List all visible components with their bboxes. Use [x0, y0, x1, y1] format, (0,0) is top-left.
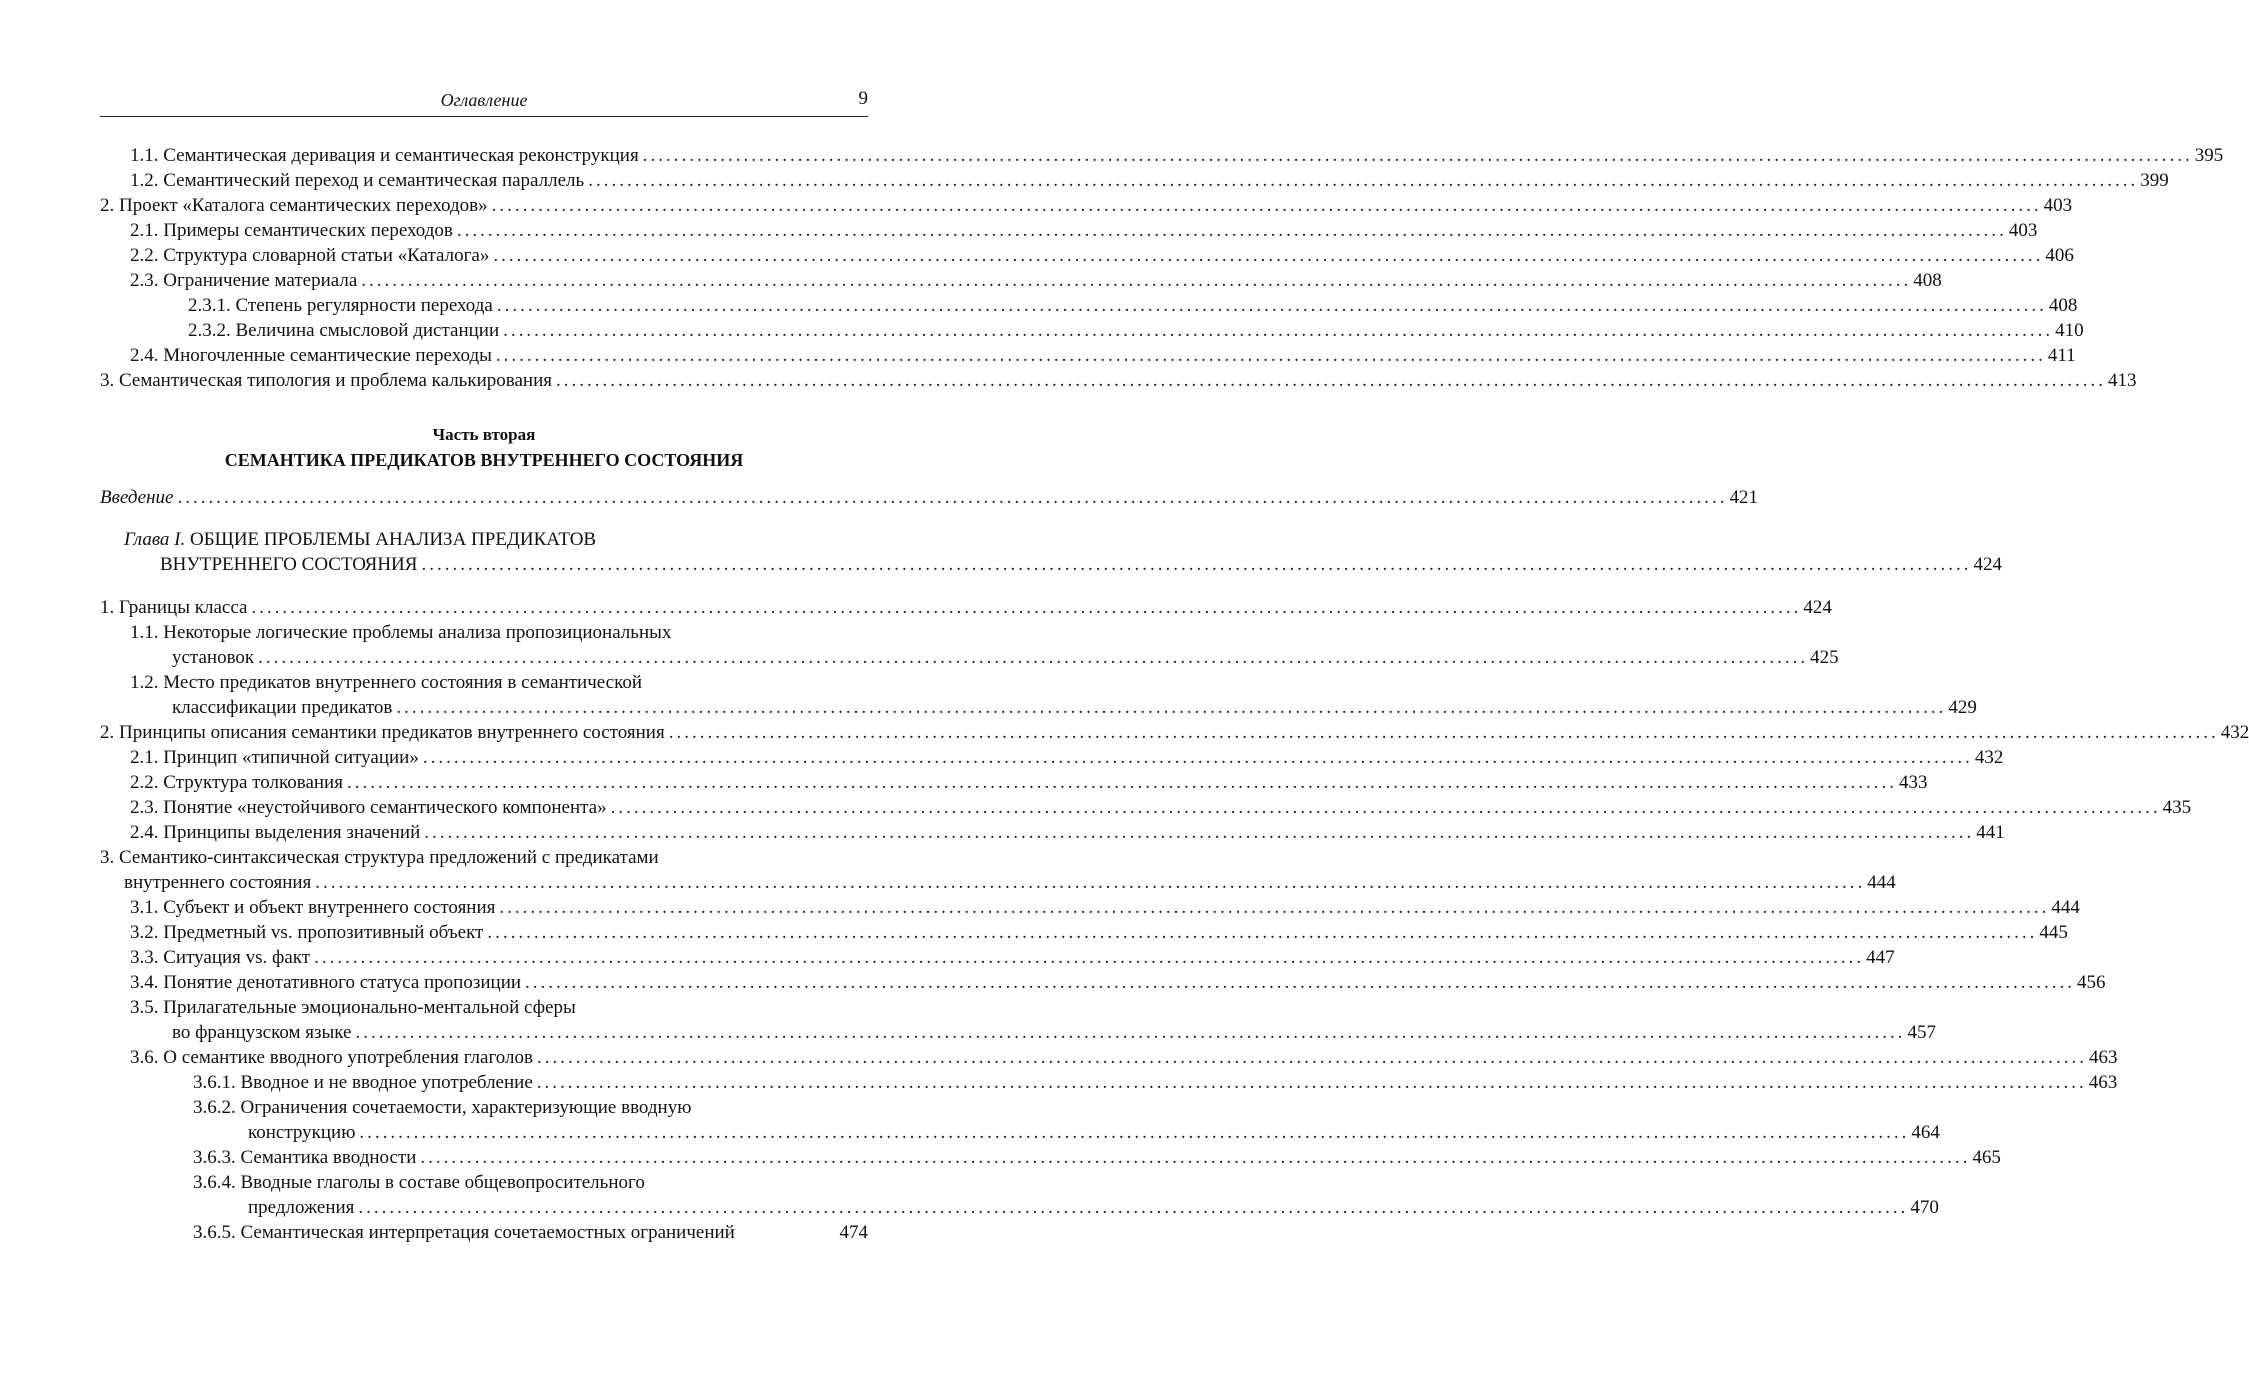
toc-entry[interactable] [100, 1220, 868, 1245]
toc-entry-text: 3.6.5. Семантическая интерпретация сочетаемостных ограничений [193, 1222, 735, 1243]
toc-entry-line1[interactable]: 3. Семантико-синтаксическая структура предложений с предикатами [100, 847, 659, 868]
toc-entry[interactable] [100, 720, 2249, 745]
dot-leader: ........................................................................................................................................................................................................ [251, 597, 1802, 618]
toc-entry[interactable] [100, 318, 2084, 343]
toc-entry-line1[interactable]: 3.6.2. Ограничения сочетаемости, характеризующие вводную [193, 1097, 692, 1118]
dot-leader: ........................................................................................................................................................................................................ [496, 295, 2047, 316]
dot-leader: ........................................................................................................................................................................................................ [642, 145, 2193, 166]
running-title: Оглавление [440, 90, 528, 110]
dot-leader: ........................................................................................................................................................................................................ [668, 722, 2219, 743]
toc-entry-text: 3.2. Предметный vs. пропозитивный объект [130, 922, 484, 943]
toc-page-number: 444 [2051, 897, 2080, 918]
toc-entry[interactable] [100, 143, 2224, 168]
toc-entry-text: 3.4. Понятие денотативного статуса пропозиции [130, 972, 522, 993]
dot-leader: ........................................................................................................................................................................................................ [177, 487, 1728, 508]
toc-entry[interactable] [100, 870, 1896, 895]
toc-entry-text: 1.1. Семантическая деривация и семантическая реконструкция [130, 145, 639, 166]
part-title: СЕМАНТИКА ПРЕДИКАТОВ ВНУТРЕННЕГО СОСТОЯНИЯ [224, 450, 744, 470]
dot-leader: ........................................................................................................................................................................................................ [491, 195, 2042, 216]
dot-leader: ........................................................................................................................................................................................................ [421, 554, 1972, 575]
toc-entry-text: 2.1. Примеры семантических переходов [130, 220, 453, 241]
toc-entry[interactable] [100, 970, 2106, 995]
toc-intro [100, 485, 1758, 510]
dot-leader: ........................................................................................................................................................................................................ [610, 797, 2161, 818]
dot-leader: ........................................................................................................................................................................................................ [487, 922, 2038, 943]
toc-entry[interactable] [100, 168, 2169, 193]
dot-leader: ........................................................................................................................................................................................................ [420, 1147, 1971, 1168]
toc-page-number: 435 [2162, 797, 2192, 818]
dot-leader: ........................................................................................................................................................................................................ [499, 897, 2050, 918]
toc-entry-text: 2.4. Принципы выделения значений [130, 822, 421, 843]
toc-entry[interactable] [100, 343, 2076, 368]
dot-leader: ........................................................................................................................................................................................................ [503, 320, 2054, 341]
toc-entry-text: предложения [248, 1197, 355, 1218]
toc-page-number: 465 [1972, 1147, 2001, 1168]
toc-entry[interactable] [100, 1195, 1939, 1220]
toc-page-number: 399 [2140, 170, 2169, 191]
toc-entry-text: 3. Семантическая типология и проблема калькирования [100, 370, 552, 391]
toc-page-number: 411 [2047, 345, 2076, 366]
dot-leader: ........................................................................................................................................................................................................ [588, 170, 2139, 191]
toc-entry[interactable] [100, 218, 2038, 243]
page-number: 9 [858, 88, 868, 109]
toc-page-number: 463 [2088, 1072, 2118, 1093]
dot-leader: ........................................................................................................................................................................................................ [536, 1047, 2087, 1068]
dot-leader: ........................................................................................................................................................................................................ [361, 270, 1912, 291]
toc-entry[interactable] [100, 1145, 2001, 1170]
toc-entry[interactable] [100, 945, 1895, 970]
toc-entry-line1[interactable]: 3.6.4. Вводные глаголы в составе общевопросительного [193, 1172, 645, 1193]
toc-entry-text: 2.2. Структура словарной статьи «Каталога» [130, 245, 490, 266]
toc-entry[interactable] [100, 1120, 1940, 1145]
toc-page-number: 413 [2107, 370, 2137, 391]
toc-entry-line1[interactable]: 1.1. Некоторые логические проблемы анализа пропозициональных [130, 622, 672, 643]
toc-entry-text: 1.2. Семантический переход и семантическая параллель [130, 170, 585, 191]
toc-page-number: 433 [1898, 772, 1928, 793]
toc-entry[interactable] [100, 1020, 1936, 1045]
toc-entry[interactable] [100, 293, 2078, 318]
toc-page-number: 457 [1907, 1022, 1936, 1043]
toc-entry[interactable] [100, 595, 1832, 620]
toc-entry-text: установок [172, 647, 255, 668]
toc-page-number: 424 [1973, 554, 2002, 575]
dot-leader: ........................................................................................................................................................................................................ [493, 245, 2044, 266]
dot-leader: ........................................................................................................................................................................................................ [355, 1022, 1906, 1043]
toc-entry-text: 2.3. Понятие «неустойчивого семантического компонента» [130, 797, 607, 818]
chapter-title-line[interactable] [100, 552, 2002, 577]
toc-page-number: 425 [1810, 647, 1839, 668]
toc-top-block [100, 143, 2224, 393]
toc-page-number: 429 [1948, 697, 1977, 718]
dot-leader: ........................................................................................................................................................................................................ [314, 947, 1865, 968]
toc-entry-text: 3.6. О семантике вводного употребления глаголов [130, 1047, 533, 1068]
toc-entry-intro[interactable] [100, 485, 1758, 510]
toc-entry[interactable] [100, 745, 2004, 770]
toc-page-number: 464 [1911, 1122, 1940, 1143]
toc-page-number: 474 [839, 1222, 868, 1243]
dot-leader: ........................................................................................................................................................................................................ [346, 772, 1897, 793]
toc-entry-text: 3.6.3. Семантика вводности [193, 1147, 417, 1168]
toc-page-number: 410 [2055, 320, 2084, 341]
toc-entry-text: классификации предикатов [172, 697, 393, 718]
toc-entry[interactable] [100, 1045, 2118, 1070]
toc-entry-line1[interactable]: 1.2. Место предикатов внутреннего состояния в семантической [130, 672, 643, 693]
toc-page-number: 403 [2043, 195, 2073, 216]
toc-page-number: 408 [2048, 295, 2078, 316]
dot-leader: ........................................................................................................................................................................................................ [424, 822, 1975, 843]
toc-entry[interactable] [100, 795, 2192, 820]
toc-entry-text: 2.4. Многочленные семантические переходы [130, 345, 492, 366]
toc-page-number: 444 [1867, 872, 1896, 893]
toc-entry[interactable] [100, 770, 1928, 795]
toc-entry[interactable] [100, 243, 2074, 268]
dot-leader: ........................................................................................................................................................................................................ [536, 1072, 2087, 1093]
toc-entry[interactable] [100, 695, 1977, 720]
toc-entry[interactable] [100, 895, 2080, 920]
toc-entry-text: Введение [100, 487, 174, 508]
toc-entry-line1[interactable]: 3.5. Прилагательные эмоционально-ментальной сферы [130, 997, 576, 1018]
toc-page-number: 424 [1803, 597, 1832, 618]
toc-entry[interactable] [100, 268, 1942, 293]
toc-page-number: 432 [1974, 747, 2004, 768]
toc-page-number: 445 [2039, 922, 2068, 943]
toc-page-number: 406 [2045, 245, 2074, 266]
toc-page-number: 421 [1729, 487, 1758, 508]
toc-chapter-heading [100, 527, 2002, 577]
running-header [100, 90, 868, 117]
toc-entry-text: 2. Принципы описания семантики предикатов внутреннего состояния [100, 722, 665, 743]
toc-entry-text: 2.3.2. Величина смысловой дистанции [188, 320, 500, 341]
toc-entry-text: ВНУТРЕННЕГО СОСТОЯНИЯ [160, 554, 418, 575]
dot-leader: ........................................................................................................................................................................................................ [358, 1197, 1909, 1218]
dot-leader: ........................................................................................................................................................................................................ [495, 345, 2046, 366]
toc-page-number: 447 [1866, 947, 1895, 968]
toc-entry[interactable] [100, 193, 2073, 218]
chapter-title-line[interactable]: Глава I. ОБЩИЕ ПРОБЛЕМЫ АНАЛИЗА ПРЕДИКАТОВ [124, 529, 597, 550]
dot-leader: ........................................................................................................................................................................................................ [359, 1122, 1910, 1143]
dot-leader: ........................................................................................................................................................................................................ [456, 220, 2007, 241]
toc-page-number: 441 [1976, 822, 2005, 843]
toc-entry-text: 2.2. Структура толкования [130, 772, 343, 793]
toc-entry-text: во французском языке [172, 1022, 352, 1043]
toc-chapter-entries [100, 595, 2249, 1245]
toc-page-number: 456 [2077, 972, 2106, 993]
dot-leader: ........................................................................................................................................................................................................ [525, 972, 2076, 993]
toc-entry-text: 2. Проект «Каталога семантических переходов» [100, 195, 488, 216]
toc-page-number: 408 [1913, 270, 1942, 291]
toc-entry[interactable] [100, 645, 1839, 670]
toc-entry-text: внутреннего состояния [124, 872, 312, 893]
toc-entry[interactable] [100, 920, 2068, 945]
toc-entry[interactable] [100, 820, 2005, 845]
toc-entry[interactable] [100, 368, 2137, 393]
toc-entry[interactable] [100, 1070, 2118, 1095]
dot-leader: ........................................................................................................................................................................................................ [422, 747, 1973, 768]
dot-leader: ........................................................................................................................................................................................................ [315, 872, 1866, 893]
toc-entry-text: 2.3.1. Степень регулярности перехода [188, 295, 493, 316]
dot-leader: ........................................................................................................................................................................................................ [396, 697, 1947, 718]
toc-entry-text: конструкцию [248, 1122, 356, 1143]
dot-leader: ........................................................................................................................................................................................................ [555, 370, 2106, 391]
toc-page-number: 463 [2088, 1047, 2118, 1068]
toc-page-number: 470 [1910, 1197, 1939, 1218]
toc-page-number: 395 [2194, 145, 2224, 166]
toc-entry-text: 3.1. Субъект и объект внутреннего состояния [130, 897, 496, 918]
toc-page-number: 403 [2008, 220, 2038, 241]
part-label: Часть вторая [432, 425, 536, 444]
dot-leader: ........................................................................................................................................................................................................ [258, 647, 1809, 668]
toc-entry-text: 3.6.1. Вводное и не вводное употребление [193, 1072, 533, 1093]
toc-page-number: 432 [2220, 722, 2249, 743]
toc-entry-text: 2.1. Принцип «типичной ситуации» [130, 747, 419, 768]
toc-entry-text: 2.3. Ограничение материала [130, 270, 358, 291]
toc-entry-text: 1. Границы класса [100, 597, 248, 618]
toc-entry-text: 3.3. Ситуация vs. факт [130, 947, 311, 968]
